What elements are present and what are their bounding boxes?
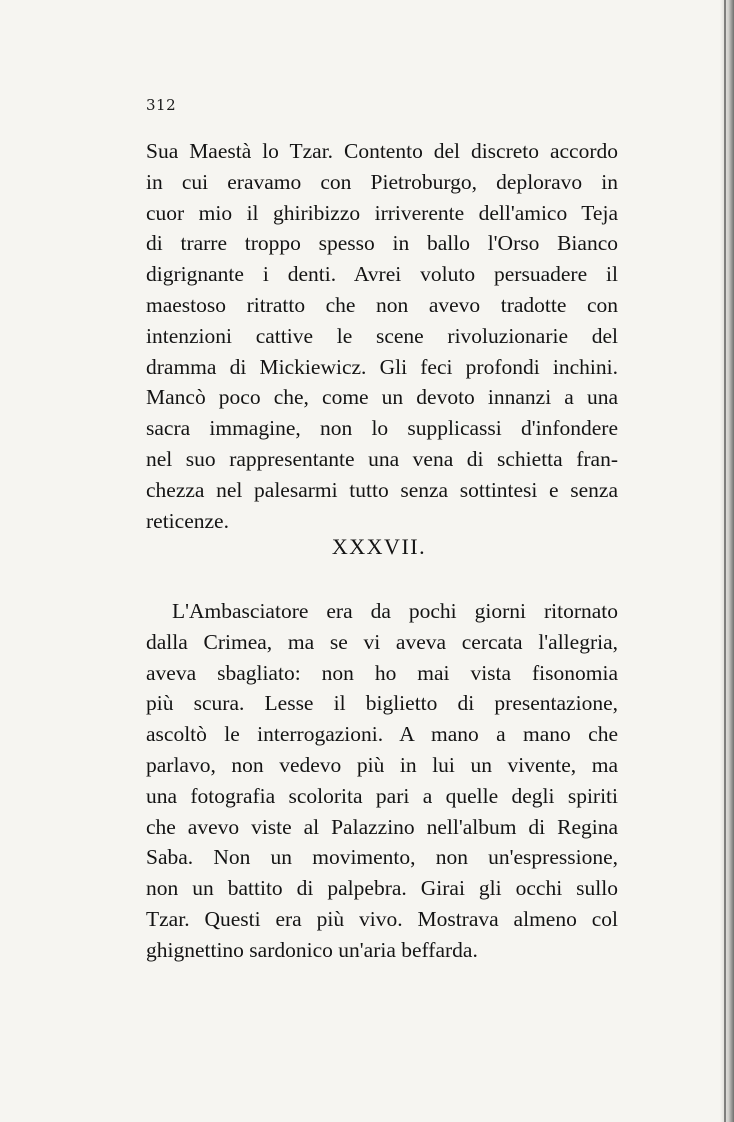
- chapter-heading: [0, 534, 734, 560]
- text-line: dalla Crimea, ma se vi aveva cercata l'allegria,: [146, 629, 618, 654]
- text-line: parlavo, non vedevo più in lui un vivente, ma: [146, 752, 618, 777]
- text-line: Saba. Non un movimento, non un'espressione,: [146, 845, 618, 870]
- text-line: cuor mio il ghiribizzo irriverente dell'amico Teja: [146, 200, 618, 225]
- text-line: in cui eravamo con Pietroburgo, deploravo in: [146, 169, 618, 194]
- text-line: intenzioni cattive le scene rivoluzionarie del: [146, 323, 618, 348]
- page-edge-line: [724, 0, 726, 1122]
- text-line: chezza nel palesarmi tutto senza sottintesi e senza: [146, 477, 618, 502]
- text-line: reticenze.: [146, 508, 229, 533]
- text-line: L'Ambasciatore era da pochi giorni ritornato: [172, 599, 618, 623]
- chapter-heading-text: XXXVII.: [331, 534, 427, 559]
- text-line: più scura. Lesse il biglietto di presentazione,: [146, 691, 618, 716]
- text-line: una fotografia scolorita pari a quelle degli spiriti: [146, 783, 618, 808]
- text-line: ascoltò le interrogazioni. A mano a mano che: [146, 722, 618, 747]
- text-line: aveva sbagliato: non ho mai vista fisonomia: [146, 660, 618, 685]
- text-line: di trarre troppo spesso in ballo l'Orso Bianco: [146, 231, 618, 256]
- paragraph-2: [146, 596, 618, 966]
- text-line: ghignettino sardonico un'aria beffarda.: [146, 937, 478, 962]
- text-line: che avevo viste al Palazzino nell'album di Regina: [146, 814, 618, 839]
- text-line: Sua Maestà lo Tzar. Contento del discreto accordo: [146, 139, 618, 163]
- text-line: non un battito di palpebra. Girai gli occhi sullo: [146, 876, 618, 901]
- text-line: dramma di Mickiewicz. Gli feci profondi inchini.: [146, 354, 618, 379]
- text-line: Tzar. Questi era più vivo. Mostrava almeno col: [146, 906, 618, 931]
- text-line: digrignante i denti. Avrei voluto persuadere il: [146, 262, 618, 287]
- text-line: sacra immagine, non lo supplicassi d'infondere: [146, 416, 618, 441]
- page-edge-shadow: [720, 0, 734, 1122]
- text-line: maestoso ritratto che non avevo tradotte con: [146, 292, 618, 317]
- page-number: 312: [146, 96, 177, 114]
- paragraph-1: [146, 136, 618, 536]
- text-line: nel suo rappresentante una vena di schietta fran-: [146, 446, 618, 471]
- text-line: Mancò poco che, come un devoto innanzi a una: [146, 385, 618, 410]
